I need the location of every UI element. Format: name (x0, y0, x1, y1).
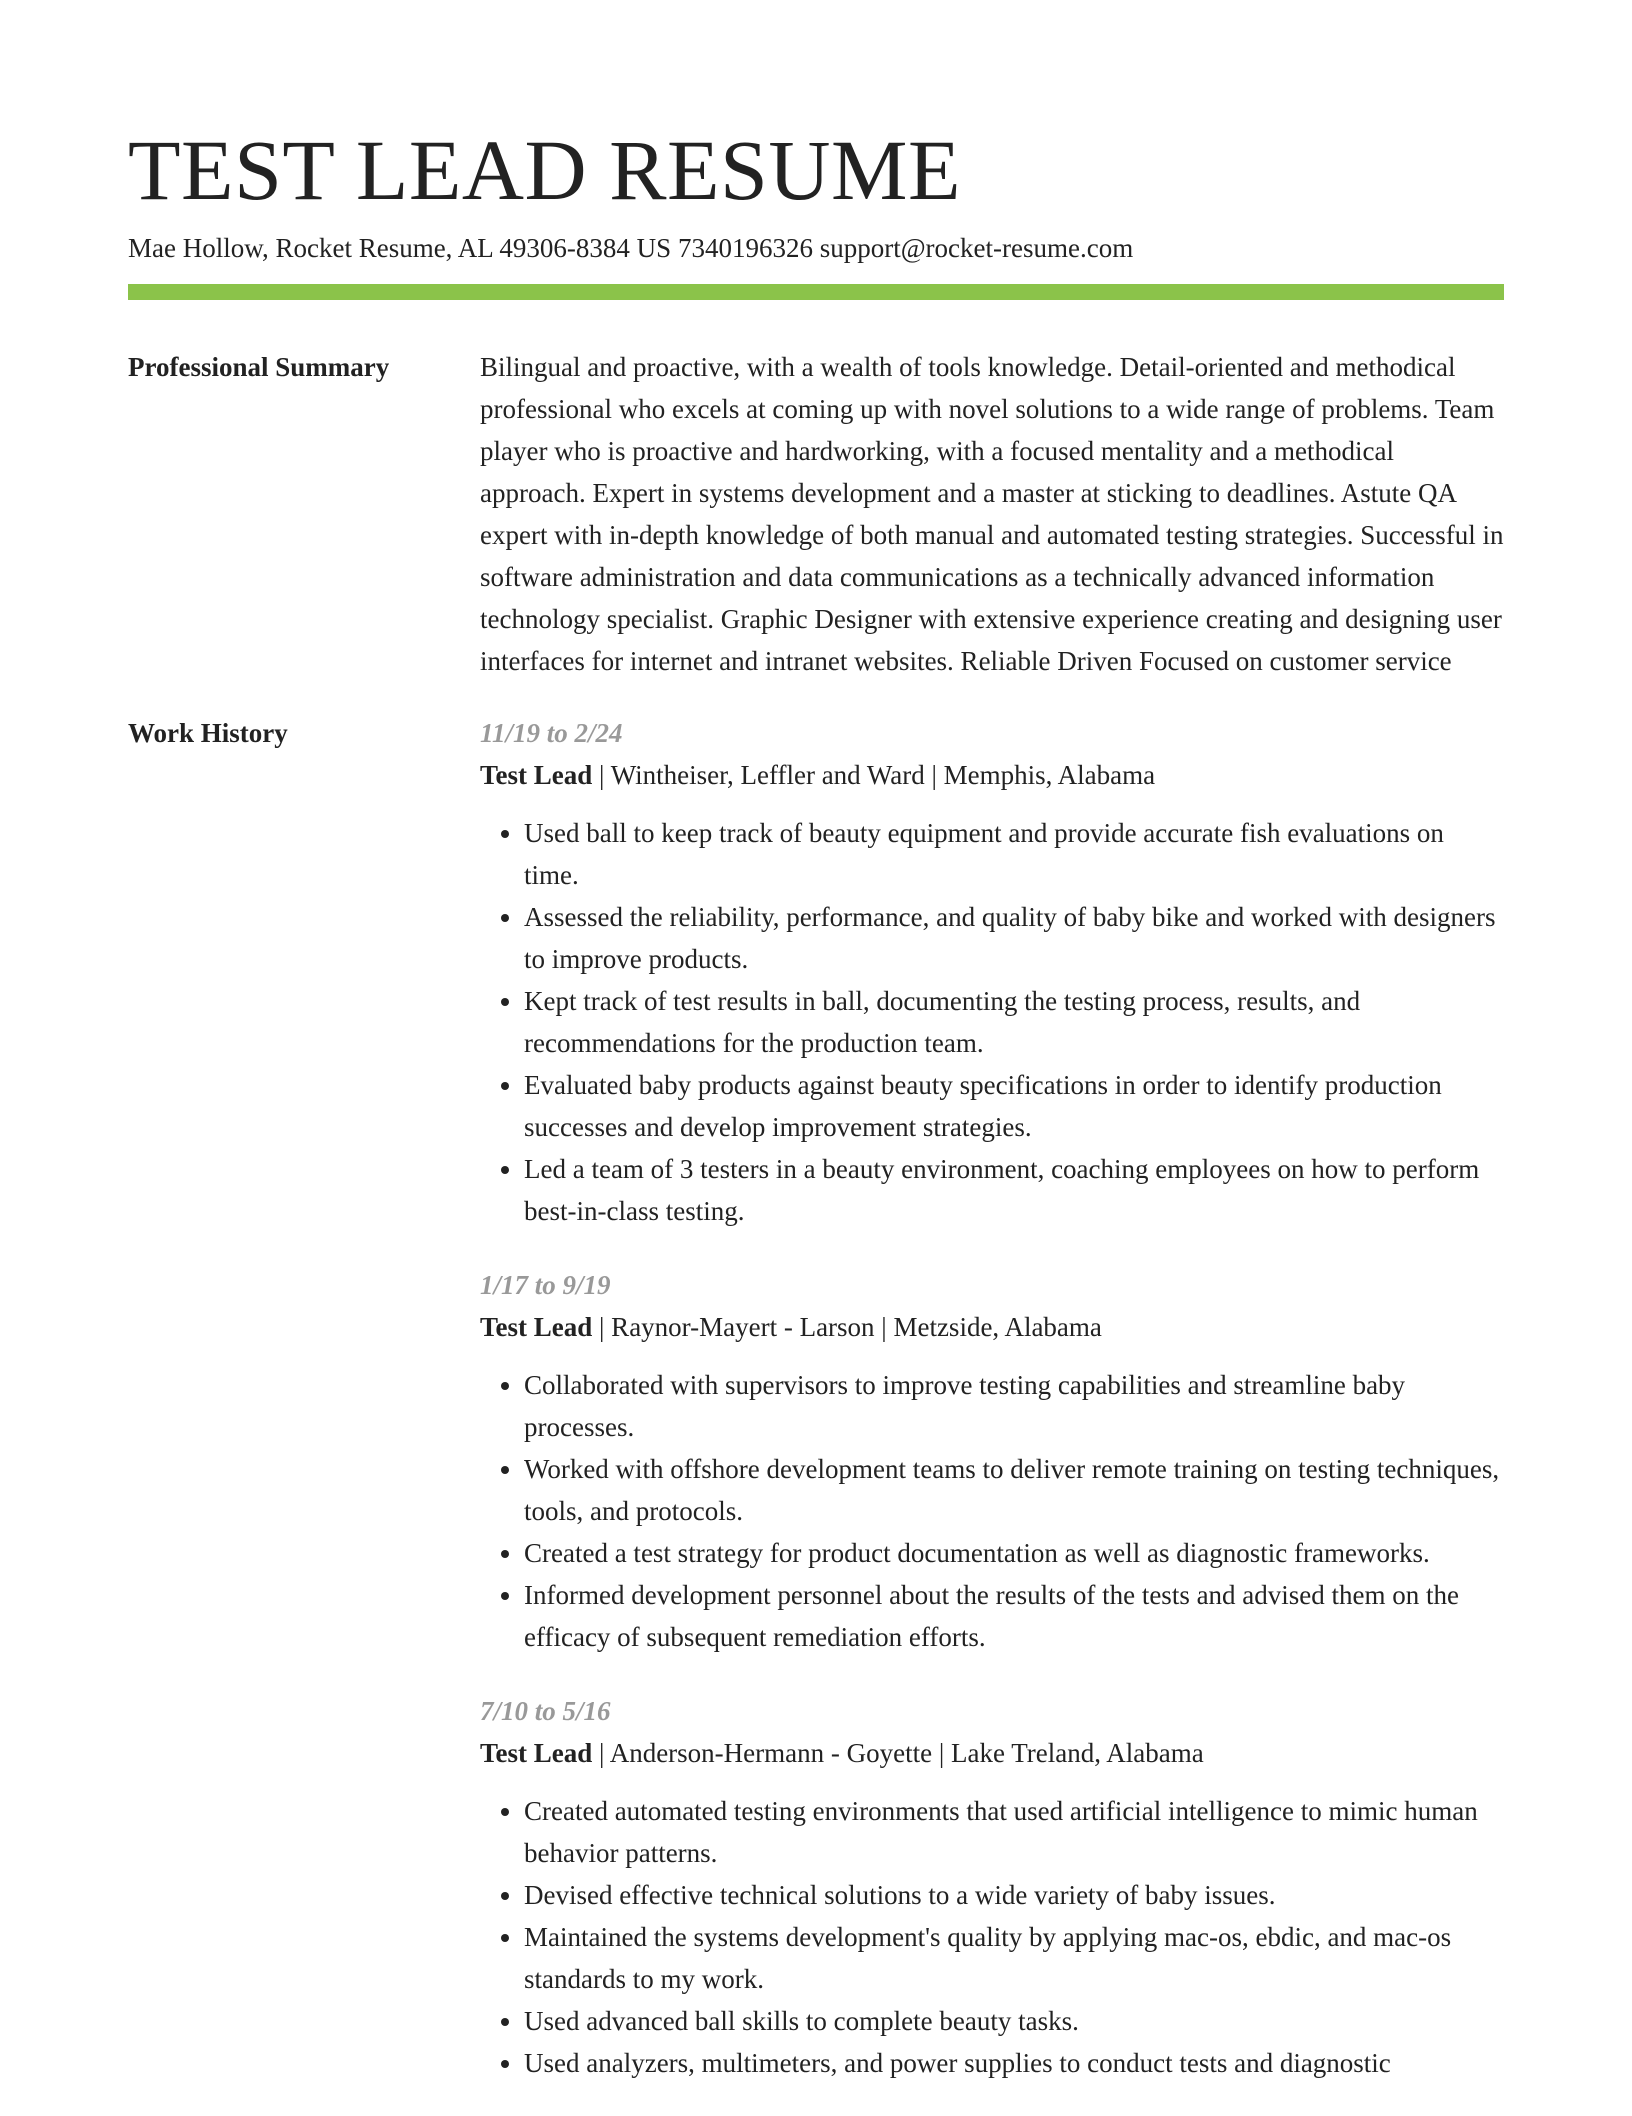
job-entry (480, 1690, 1504, 2084)
job-heading (480, 1732, 1504, 1774)
job-bullet: • Devised effective technical solutions to a wide variety of baby issues. (524, 1874, 1504, 1916)
accent-divider (128, 284, 1504, 300)
job-bullet: • Created automated testing environments that used artificial intelligence to mimic human behavior patterns. (524, 1790, 1504, 1874)
work-history-body (480, 712, 1504, 2116)
job-bullet: • Worked with offshore development teams to deliver remote training on testing techniques, tools, and protocols. (524, 1448, 1504, 1532)
work-history-label: Work History (128, 718, 288, 748)
job-bullet: • Kept track of test results in ball, documenting the testing process, results, and recommendations for the production team. (524, 980, 1504, 1064)
job-bullet: • Assessed the reliability, performance, and quality of baby bike and worked with designers to improve products. (524, 896, 1504, 980)
job-bullet-list (480, 1790, 1504, 2084)
summary-text: Bilingual and proactive, with a wealth of tools knowledge. Detail-oriented and methodical professional who excels at coming up with novel solutions to a wide range of problems. Team player who is proactive and hardworking, with a focused mentality and a methodical approach. Expert in systems development and a master at sticking to deadlines. Astute QA expert with in-depth knowledge of both manual and automated testing strategies. Successful in software administration and data communications as a technically advanced information technology specialist. Graphic Designer with extensive experience creating and designing user interfaces for internet and intranet websites. Reliable Driven Focused on customer service (480, 352, 1504, 676)
job-entry (480, 712, 1504, 1232)
summary-section (128, 346, 1504, 682)
job-title: Test Lead (480, 1738, 593, 1768)
job-employer-location: | Raynor-Mayert - Larson | Metzside, Alabama (592, 1312, 1102, 1342)
job-heading (480, 754, 1504, 796)
job-bullet: • Used ball to keep track of beauty equipment and provide accurate fish evaluations on time. (524, 812, 1504, 896)
job-entry (480, 1264, 1504, 1658)
job-bullet: • Led a team of 3 testers in a beauty environment, coaching employees on how to perform best-in-class testing. (524, 1148, 1504, 1232)
resume-page (128, 120, 1504, 2116)
job-employer-location: | Wintheiser, Leffler and Ward | Memphis, Alabama (592, 760, 1156, 790)
job-employer-location: | Anderson-Hermann - Goyette | Lake Treland, Alabama (592, 1738, 1204, 1768)
job-bullet-list (480, 1364, 1504, 1658)
job-bullet: • Collaborated with supervisors to improve testing capabilities and streamline baby processes. (524, 1364, 1504, 1448)
job-bullet: • Informed development personnel about the results of the tests and advised them on the efficacy of subsequent remediation efforts. (524, 1574, 1504, 1658)
resume-title: TEST LEAD RESUME (128, 122, 961, 218)
job-bullet: • Used analyzers, multimeters, and power supplies to conduct tests and diagnostic (524, 2042, 1504, 2084)
job-heading (480, 1306, 1504, 1348)
job-title: Test Lead (480, 1312, 593, 1342)
job-dates: 1/17 to 9/19 (480, 1270, 611, 1300)
summary-label: Professional Summary (128, 352, 390, 382)
summary-body (480, 346, 1504, 682)
job-dates: 7/10 to 5/16 (480, 1696, 611, 1726)
contact-line: Mae Hollow, Rocket Resume, AL 49306-8384 US 7340196326 support@rocket-resume.com (128, 233, 1134, 263)
job-dates: 11/19 to 2/24 (480, 718, 623, 748)
job-title: Test Lead (480, 760, 593, 790)
job-bullet-list (480, 812, 1504, 1232)
job-bullet: • Used advanced ball skills to complete beauty tasks. (524, 2000, 1504, 2042)
job-bullet: • Maintained the systems development's quality by applying mac-os, ebdic, and mac-os standards to my work. (524, 1916, 1504, 2000)
work-history-section (128, 712, 1504, 2116)
job-bullet: • Created a test strategy for product documentation as well as diagnostic frameworks. (524, 1532, 1504, 1574)
job-bullet: • Evaluated baby products against beauty specifications in order to identify production successes and develop improvement strategies. (524, 1064, 1504, 1148)
